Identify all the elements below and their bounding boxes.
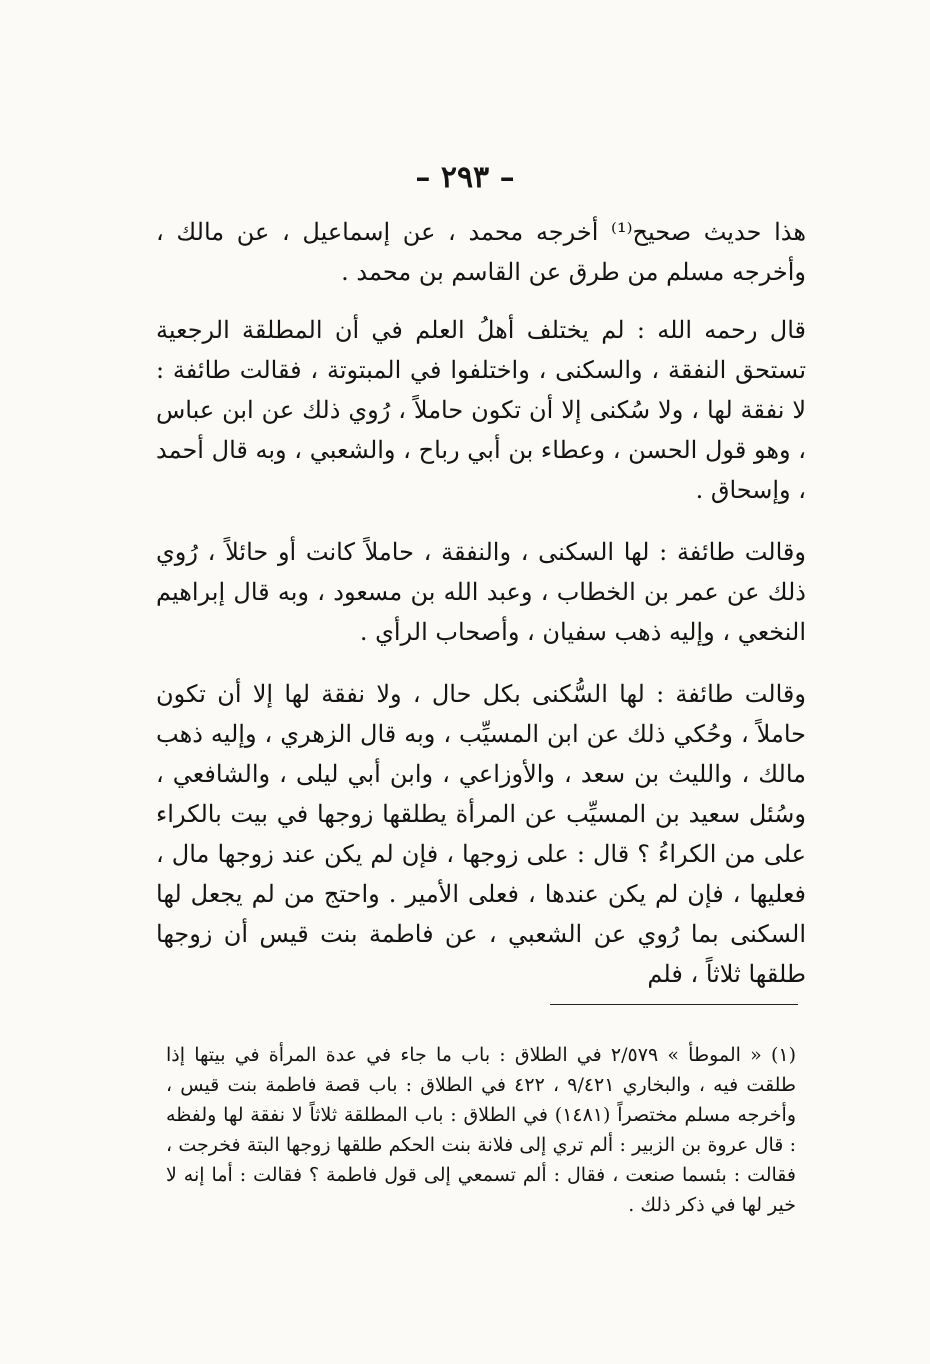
paragraph-third-opinion: وقالت طائفة : لها السُّكنى بكل حال ، ولا نفقة لها إلا أن تكون حاملاً ، وحُكي ذلك عن ابن المسيِّب ، وبه قال الزهري ، وإليه ذهب مالك ، والليث بن سعد ، والأوزاعي ، وابن أبي ليلى ، والشافعي ، وسُئل سعيد بن المسيِّب عن المرأة يطلقها زوجها في بيت بالكراء على من الكراءُ ؟ قال : على زوجها ، فإن لم يكن عند زوجها مال ، فعليها ، فإن لم يكن عندها ، فعلى الأمير . واحتج من لم يجعل لها السكنى بما رُوي عن الشعبي ، عن فاطمة بنت قيس أن زوجها طلقها ثلاثاً ، فلم	[156, 680, 806, 988]
footnote-text: (١) « الموطأ » ٢/٥٧٩ في الطلاق : باب ما جاء في عدة المرأة في بيتها إذا طلقت فيه ، والبخاري ٩/٤٢١ ، ٤٢٢ في الطلاق : باب قصة فاطمة بنت قيس ، وأخرجه مسلم مختصراً (١٤٨١) في الطلاق : باب المطلقة ثلاثاً لا نفقة لها ولفظه : قال عروة بن الزبير : ألم تري إلى فلانة بنت الحكم طلقها زوجها البتة فخرجت ، فقالت : بئسما صنعت ، فقال : ألم تسمعي إلى قول فاطمة ؟ فقالت : أما إنه لا خير لها في ذكر ذلك .	[166, 1044, 796, 1216]
footnote-separator	[550, 1004, 798, 1005]
paragraph-hadith-source: هذا حديث صحيح⁽¹⁾ أخرجه محمد ، عن إسماعيل ، عن مالك ، وأخرجه مسلم من طرق عن القاسم بن محمد .	[156, 218, 807, 286]
paragraph-first-opinion: قال رحمه الله : لم يختلف أهلُ العلم في أن المطلقة الرجعية تستحق النفقة ، والسكنى ، واختلفوا في المبتوتة ، فقالت طائفة : لا نفقة لها ، ولا سُكنى إلا أن تكون حاملاً ، رُوي ذلك عن ابن عباس ، وهو قول الحسن ، وعطاء بن أبي رباح ، والشعبي ، وبه قال أحمد ، وإسحاق .	[156, 316, 806, 504]
paragraph-second-opinion: وقالت طائفة : لها السكنى ، والنفقة ، حاملاً كانت أو حائلاً ، رُوي ذلك عن عمر بن الخطاب ، وعبد الله بن مسعود ، وبه قال إبراهيم النخعي ، وإليه ذهب سفيان ، وأصحاب الرأي .	[156, 538, 806, 646]
footnote	[166, 1040, 796, 1220]
page-number: – ٢٩٣ –	[415, 160, 515, 195]
body-text	[156, 212, 806, 1016]
